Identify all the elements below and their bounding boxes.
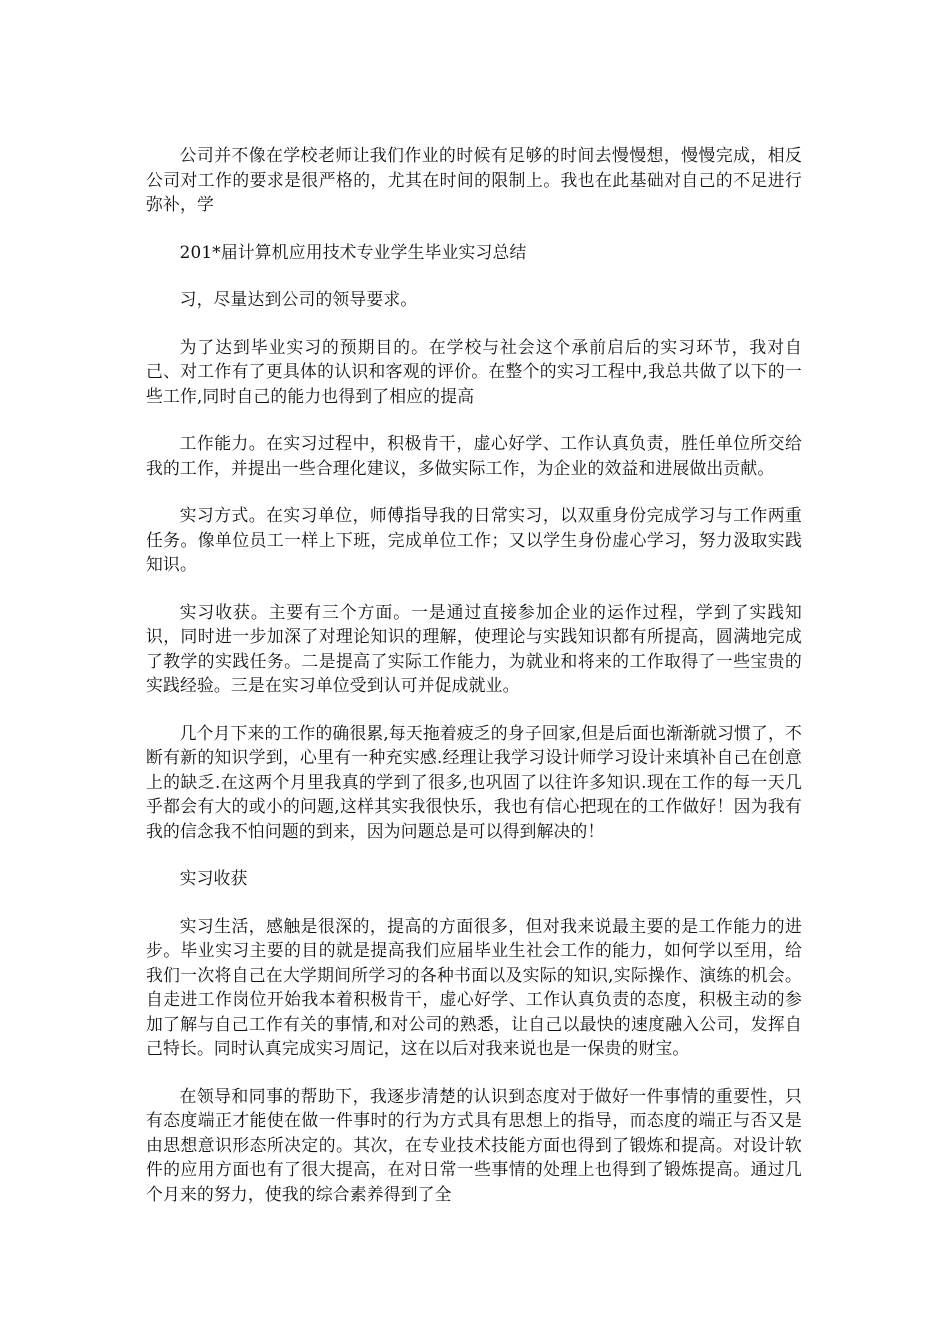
paragraph-1: 公司并不像在学校老师让我们作业的时候有足够的时间去慢慢想，慢慢完成，相反公司对工作的要求是很严格的，尤其在时间的限制上。我也在此基础对自己的不足进行弥补，学 [146, 145, 802, 214]
section-heading: 实习收获 [179, 868, 248, 888]
paragraph-2: 习，尽量达到公司的领导要求。 [179, 289, 418, 309]
paragraph-7: 几个月下来的工作的确很累,每天拖着疲乏的身子回家,但是后面也渐渐就习惯了，不断有新的知识学到，心里有一种充实感.经理让我学习设计师学习设计来填补自己在创意上的缺乏.在这两个月里我真的学到了很多,也巩固了以往许多知识.现在工作的每一天几乎都会有大的或小的问题,这样其实我很快乐，我也有信心把现在的工作做好！因为我有我的信念我不怕问题的到来，因为问题总是可以得到解决的！ [146, 722, 802, 841]
paragraph-6: 实习收获。主要有三个方面。一是通过直接参加企业的运作过程，学到了实践知识，同时进一步加深了对理论知识的理解，使理论与实践知识都有所提高，圆满地完成了教学的实践任务。二是提高了实际工作能力，为就业和将来的工作取得了一些宝贵的实践经验。三是在实习单位受到认可并促成就业。 [146, 601, 802, 695]
paragraph-3: 为了达到毕业实习的预期目的。在学校与社会这个承前启后的实习环节，我对自己、对工作有了更具体的认识和客观的评价。在整个的实习工程中,我总共做了以下的一些工作,同时自己的能力也得到了相应的提高 [146, 336, 802, 406]
document-title: 201*届计算机应用技术专业学生毕业实习总结 [179, 241, 527, 262]
paragraph-4: 工作能力。在实习过程中，积极肯干，虚心好学、工作认真负责，胜任单位所交给我的工作，并提出一些合理化建议，多做实际工作，为企业的效益和进展做出贡献。 [146, 433, 802, 478]
paragraph-8: 实习生活，感触是很深的，提高的方面很多，但对我来说最主要的是工作能力的进步。毕业实习主要的目的就是提高我们应届毕业生社会工作的能力，如何学以至用，给我们一次将自己在大学期间所学习的各种书面以及实际的知识,实际操作、演练的机会。自走进工作岗位开始我本着积极肯干，虚心好学、工作认真负责的态度，积极主动的参加了解与自己工作有关的事情,和对公司的熟悉，让自己以最快的速度融入公司，发挥自己特长。同时认真完成实习周记，这在以后对我来说也是一保贵的财宝。 [146, 915, 802, 1058]
paragraph-9: 在领导和同事的帮助下，我逐步清楚的认识到态度对于做好一件事情的重要性，只有态度端正才能使在做一件事时的行为方式具有思想上的指导，而态度的端正与否又是由思想意识形态所决定的。其次，在专业技术技能方面也得到了锻炼和提高。对设计软件的应用方面也有了很大提高，在对日常一些事情的处理上也得到了锻炼提高。通过几个月来的努力，使我的综合素养得到了全 [146, 1085, 802, 1204]
document-body [146, 143, 802, 1229]
paragraph-5: 实习方式。在实习单位，师傅指导我的日常实习，以双重身份完成学习与工作两重任务。像单位员工一样上下班，完成单位工作；又以学生身份虚心学习，努力汲取实践知识。 [146, 505, 802, 574]
